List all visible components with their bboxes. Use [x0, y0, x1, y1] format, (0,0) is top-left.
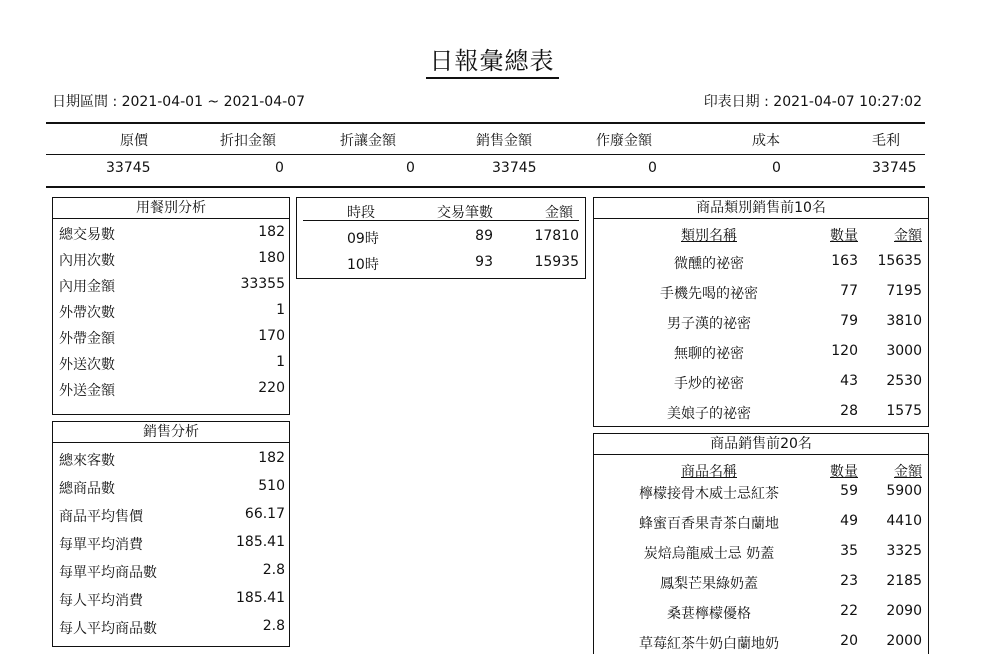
product-name: 鳳梨芒果綠奶蓋 [660, 576, 758, 592]
top-products-box [593, 433, 929, 654]
summary-value-row [46, 156, 925, 184]
table-row [594, 308, 928, 334]
summary-header: 折讓金額 [340, 133, 396, 149]
table-row [594, 338, 928, 364]
amount-cell: 7195 [886, 283, 922, 299]
list-item [53, 502, 289, 528]
hourly-header: 時段 [347, 205, 375, 221]
hourly-header: 交易筆數 [437, 205, 493, 221]
amount-cell: 3000 [886, 343, 922, 359]
date-range: 日期區間 : 2021-04-01 ~ 2021-04-07 [52, 94, 305, 110]
item-label: 外送金額 [59, 383, 115, 399]
list-item [53, 324, 289, 350]
list-item [53, 350, 289, 376]
amount-cell: 15635 [877, 253, 922, 269]
list-item [53, 272, 289, 298]
qty-cell: 59 [840, 483, 858, 499]
category-name: 美娘子的祕密 [667, 406, 751, 422]
list-item [53, 246, 289, 272]
summary-value: 33745 [492, 160, 537, 176]
amount-cell: 2530 [886, 373, 922, 389]
count-cell: 93 [475, 254, 493, 270]
table-row [594, 398, 928, 424]
summary-header-row [46, 126, 925, 155]
list-item [53, 614, 289, 640]
report-title-text: 日報彙總表 [426, 47, 559, 79]
item-value: 1 [276, 354, 285, 370]
item-value: 185.41 [236, 590, 285, 606]
qty-header: 數量 [830, 228, 858, 244]
product-name: 桑葚檸檬優格 [667, 606, 751, 622]
summary-value: 0 [275, 160, 284, 176]
table-row [594, 508, 928, 534]
item-value: 2.8 [262, 562, 285, 578]
category-name: 男子漢的祕密 [667, 316, 751, 332]
amount-cell: 2090 [886, 603, 922, 619]
list-item [53, 220, 289, 246]
list-item [53, 474, 289, 500]
amount-cell: 2185 [886, 573, 922, 589]
list-item [53, 446, 289, 472]
table-row [594, 248, 928, 274]
table-row [594, 568, 928, 594]
category-name: 微醺的祕密 [674, 256, 744, 272]
summary-header: 成本 [752, 133, 780, 149]
item-value: 182 [258, 224, 285, 240]
product-name-header: 商品名稱 [681, 464, 737, 480]
table-row [594, 628, 928, 654]
amount-header: 金額 [894, 228, 922, 244]
product-name: 檸檬接骨木威士忌紅茶 [639, 486, 779, 502]
amount-header: 金額 [894, 464, 922, 480]
summary-header: 銷售金額 [476, 133, 532, 149]
summary-header: 折扣金額 [220, 133, 276, 149]
qty-cell: 49 [840, 513, 858, 529]
product-name: 蜂蜜百香果青茶白蘭地 [639, 516, 779, 532]
table-row [594, 278, 928, 304]
dining-analysis-box [52, 197, 290, 415]
amount-cell: 17810 [534, 228, 579, 244]
amount-cell: 3810 [886, 313, 922, 329]
category-name-header: 類別名稱 [681, 228, 737, 244]
category-name: 手炒的祕密 [674, 376, 744, 392]
qty-cell: 35 [840, 543, 858, 559]
list-item [53, 298, 289, 324]
item-value: 33355 [240, 276, 285, 292]
top-products-title: 商品銷售前20名 [594, 434, 928, 455]
item-label: 每人平均商品數 [59, 621, 157, 637]
summary-value: 33745 [106, 160, 151, 176]
hour-cell: 10時 [347, 257, 379, 273]
item-value: 220 [258, 380, 285, 396]
item-value: 2.8 [262, 618, 285, 634]
hourly-header: 金額 [545, 205, 573, 221]
summary-table [46, 122, 925, 188]
item-label: 每人平均消費 [59, 593, 143, 609]
item-label: 每單平均消費 [59, 537, 143, 553]
qty-cell: 23 [840, 573, 858, 589]
list-item [53, 530, 289, 556]
item-value: 170 [258, 328, 285, 344]
hour-cell: 09時 [347, 231, 379, 247]
qty-cell: 79 [840, 313, 858, 329]
list-item [53, 558, 289, 584]
qty-cell: 120 [831, 343, 858, 359]
table-row [594, 368, 928, 394]
product-name: 炭焙烏龍威士忌 奶蓋 [643, 546, 775, 562]
qty-cell: 20 [840, 633, 858, 649]
item-label: 內用次數 [59, 253, 115, 269]
item-label: 外送次數 [59, 357, 115, 373]
sales-analysis-title: 銷售分析 [53, 422, 289, 443]
qty-header: 數量 [830, 464, 858, 480]
summary-value: 0 [648, 160, 657, 176]
product-name: 草莓紅茶牛奶白蘭地奶 [639, 636, 779, 652]
item-label: 商品平均售價 [59, 509, 143, 525]
summary-value: 33745 [872, 160, 917, 176]
table-row [594, 478, 928, 504]
summary-header: 毛利 [872, 133, 900, 149]
report-title [0, 46, 984, 76]
item-label: 外帶金額 [59, 331, 115, 347]
count-cell: 89 [475, 228, 493, 244]
amount-cell: 15935 [534, 254, 579, 270]
list-item [53, 586, 289, 612]
dining-analysis-title: 用餐別分析 [53, 198, 289, 219]
qty-cell: 43 [840, 373, 858, 389]
amount-cell: 1575 [886, 403, 922, 419]
item-value: 1 [276, 302, 285, 318]
qty-cell: 163 [831, 253, 858, 269]
hourly-table [296, 197, 586, 279]
qty-cell: 77 [840, 283, 858, 299]
amount-cell: 5900 [886, 483, 922, 499]
summary-value: 0 [772, 160, 781, 176]
qty-cell: 22 [840, 603, 858, 619]
item-label: 每單平均商品數 [59, 565, 157, 581]
print-date: 印表日期 : 2021-04-07 10:27:02 [703, 94, 922, 110]
summary-header: 原價 [120, 133, 148, 149]
summary-header: 作廢金額 [596, 133, 652, 149]
item-label: 內用金額 [59, 279, 115, 295]
hourly-header-divider [303, 220, 579, 221]
item-label: 總交易數 [59, 227, 115, 243]
amount-cell: 2000 [886, 633, 922, 649]
table-header-row [594, 220, 928, 246]
item-label: 外帶次數 [59, 305, 115, 321]
list-item [53, 376, 289, 402]
category-name: 手機先喝的祕密 [660, 286, 758, 302]
item-value: 185.41 [236, 534, 285, 550]
top-categories-title: 商品類別銷售前10名 [594, 198, 928, 219]
item-label: 總商品數 [59, 481, 115, 497]
amount-cell: 3325 [886, 543, 922, 559]
qty-cell: 28 [840, 403, 858, 419]
table-row [297, 250, 585, 276]
item-value: 180 [258, 250, 285, 266]
item-label: 總來客數 [59, 453, 115, 469]
item-value: 182 [258, 450, 285, 466]
table-row [594, 538, 928, 564]
item-value: 66.17 [244, 506, 285, 522]
table-row [594, 598, 928, 624]
top-categories-box [593, 197, 929, 427]
table-row [297, 224, 585, 250]
category-name: 無聊的祕密 [674, 346, 744, 362]
sales-analysis-box [52, 421, 290, 647]
amount-cell: 4410 [886, 513, 922, 529]
summary-value: 0 [406, 160, 415, 176]
item-value: 510 [258, 478, 285, 494]
